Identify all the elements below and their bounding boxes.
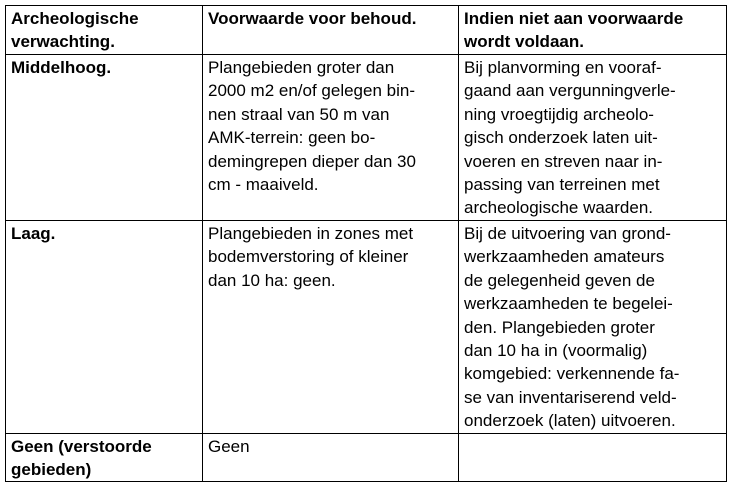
- action-line: onderzoek (laten) uitvoeren.: [464, 411, 676, 431]
- action-line: passing van terreinen met: [464, 175, 660, 195]
- action-line: de gelegenheid geven de: [464, 270, 655, 290]
- condition-line: demingrepen dieper dan 30: [208, 151, 416, 171]
- header-condition-line: Voorwaarde voor behoud.: [208, 9, 417, 28]
- header-action: [459, 6, 727, 55]
- row-action: [459, 55, 727, 221]
- action-line: voeren en streven naar in-: [464, 151, 663, 171]
- condition-line: dan 10 ha: geen.: [208, 270, 336, 290]
- action-line: werkzaamheden te begelei-: [464, 294, 673, 314]
- condition-line: 2000 m2 en/of gelegen bin-: [208, 81, 415, 101]
- action-line: dan 10 ha in (voormalig): [464, 341, 648, 361]
- condition-line: nen straal van 50 m van: [208, 104, 390, 124]
- row-action: [459, 433, 727, 482]
- table-row: [6, 221, 727, 434]
- header-expectation-line: Archeologische: [11, 9, 139, 28]
- row-action: [459, 221, 727, 434]
- condition-line: bodemverstoring of kleiner: [208, 247, 409, 267]
- row-category: [6, 433, 203, 482]
- condition-line: Plangebieden in zones met: [208, 224, 414, 243]
- action-line: gisch onderzoek laten uit-: [464, 128, 658, 148]
- row-condition: [203, 221, 459, 434]
- row-category: [6, 55, 203, 221]
- row-condition: [203, 433, 459, 482]
- header-expectation-line: verwachting.: [11, 32, 115, 52]
- header-action-line: wordt voldaan.: [464, 32, 584, 52]
- action-line: archeologische waarden.: [464, 198, 654, 218]
- action-line: Bij planvorming en vooraf-: [464, 58, 662, 77]
- header-condition: [203, 6, 459, 55]
- category-line: Middelhoog.: [11, 58, 112, 77]
- action-line: Bij de uitvoering van grond-: [464, 224, 671, 243]
- condition-line: Plangebieden groter dan: [208, 58, 395, 77]
- table-row: [6, 55, 727, 221]
- row-condition: [203, 55, 459, 221]
- category-line: gebieden): [11, 460, 92, 480]
- condition-line: AMK-terrein: geen bo-: [208, 128, 376, 148]
- action-line: se van inventariserend veld-: [464, 387, 677, 407]
- action-line: werkzaamheden amateurs: [464, 247, 665, 267]
- action-line: den. Plangebieden groter: [464, 317, 655, 337]
- action-line: komgebied: verkennende fa-: [464, 364, 680, 384]
- action-line: gaand aan vergunningverle-: [464, 81, 676, 101]
- archaeology-table: [5, 5, 727, 482]
- category-line: Geen (verstoorde: [11, 436, 152, 456]
- header-expectation: [6, 6, 203, 55]
- row-category: [6, 221, 203, 434]
- action-line: ning vroegtijdig archeolo-: [464, 104, 654, 124]
- table-header-row: [6, 6, 727, 55]
- table-row: [6, 433, 727, 482]
- condition-line: cm - maaiveld.: [208, 175, 319, 195]
- condition-line: Geen: [208, 436, 250, 456]
- category-line: Laag.: [11, 224, 56, 243]
- header-action-line: Indien niet aan voorwaarde: [464, 9, 684, 28]
